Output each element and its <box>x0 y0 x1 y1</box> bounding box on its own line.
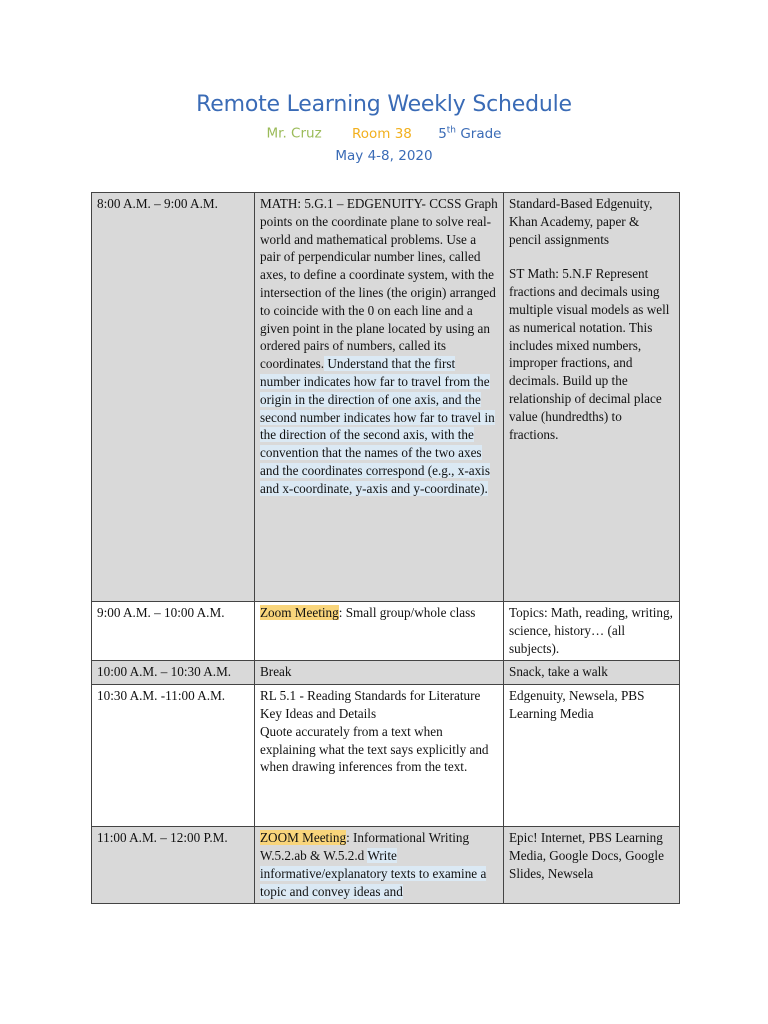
document-header <box>0 92 768 164</box>
time-cell <box>92 661 255 685</box>
table-row <box>92 193 680 602</box>
class-info-line <box>0 125 768 142</box>
lesson-text: MATH: 5.G.1 – EDGENUITY- CCSS Graph points on the coordinate plane to solve real-world and mathematical problems. Use a pair of perpendicular number lines, called axes, to define a coordinate system, with the intersection of the lines (the origin) arranged to coincide with the 0 on each line and a given point in the plane located by using an ordered pairs of numbers, called its coordinates. <box>260 196 498 372</box>
grade-number: 5 <box>438 125 447 142</box>
resources-cell <box>504 602 680 661</box>
resources-cell <box>504 685 680 827</box>
grade-ordinal-suffix: th <box>446 125 457 135</box>
table-row <box>92 661 680 685</box>
time-cell <box>92 685 255 827</box>
lesson-text: Break <box>260 664 292 680</box>
lesson-text: RL 5.1 - Reading Standards for Literature <box>260 688 481 704</box>
time-text: 8:00 A.M. – 9:00 A.M. <box>97 196 218 211</box>
highlighted-lesson-text: Understand that the first number indicates how far to travel from the origin in the direction of one axis, and the second number indicates how far to travel in the direction of the second axis, with the convention that the names of the two axes and the coordinates correspond (e.g., x-axis and x-coordinate, y-axis and y-coordinate). <box>260 356 495 496</box>
time-cell <box>92 827 255 904</box>
lesson-cell <box>255 827 504 904</box>
grade-level <box>438 126 501 142</box>
schedule-table <box>91 192 680 904</box>
grade-word: Grade <box>460 125 502 142</box>
resources-text: Topics: Math, reading, writing, science, history… (all subjects). <box>509 605 673 656</box>
lesson-text: : Small group/whole class <box>338 605 476 620</box>
teacher-name: Mr. Cruz <box>266 125 322 142</box>
lesson-cell <box>255 602 504 661</box>
lesson-cell <box>255 685 504 827</box>
room-number: Room 38 <box>351 125 412 142</box>
time-text: 11:00 A.M. – 12:00 P.M. <box>97 830 228 846</box>
resources-cell <box>504 193 680 602</box>
lesson-text: : Informational Writing W.5.2.ab & W.5.2.d <box>260 830 470 863</box>
paragraph-spacer <box>509 248 674 265</box>
table-row <box>92 827 680 904</box>
table-row <box>92 602 680 661</box>
zoom-meeting-label: ZOOM Meeting <box>260 830 347 846</box>
week-dates: May 4-8, 2020 <box>335 147 433 164</box>
resources-text: Edgenuity, Newsela, PBS Learning Media <box>509 688 645 721</box>
time-cell <box>92 602 255 661</box>
time-text: 9:00 A.M. – 10:00 A.M. <box>97 605 225 620</box>
resources-text: Snack, take a walk <box>509 664 608 680</box>
table-row <box>92 685 680 827</box>
time-text: 10:30 A.M. -11:00 A.M. <box>97 688 226 704</box>
zoom-meeting-label: Zoom Meeting <box>260 605 339 620</box>
resources-text: ST Math: 5.N.F Represent fractions and decimals using multiple visual models as well as numerical notation. This includes mixed numbers, improper fractions, and decimals. Build up the relationship of decimal place value (hundredths) to fractions. <box>509 266 670 442</box>
lesson-text: Key Ideas and Details <box>260 705 377 721</box>
lesson-cell <box>255 661 504 685</box>
highlighted-lesson-text: Write informative/explanatory texts to examine a topic and convey ideas and <box>260 847 487 899</box>
resources-cell <box>504 661 680 685</box>
lesson-text: Quote accurately from a text when explaining what the text says explicitly and when drawing inferences from the text. <box>260 723 489 775</box>
resources-cell <box>504 827 680 904</box>
time-text: 10:00 A.M. – 10:30 A.M. <box>97 664 232 680</box>
resources-text: Standard-Based Edgenuity, Khan Academy, paper & pencil assignments <box>509 196 653 247</box>
resources-text: Epic! Internet, PBS Learning Media, Google Docs, Google Slides, Newsela <box>509 830 664 881</box>
document-title: Remote Learning Weekly Schedule <box>196 92 572 117</box>
time-cell <box>92 193 255 602</box>
lesson-cell <box>255 193 504 602</box>
